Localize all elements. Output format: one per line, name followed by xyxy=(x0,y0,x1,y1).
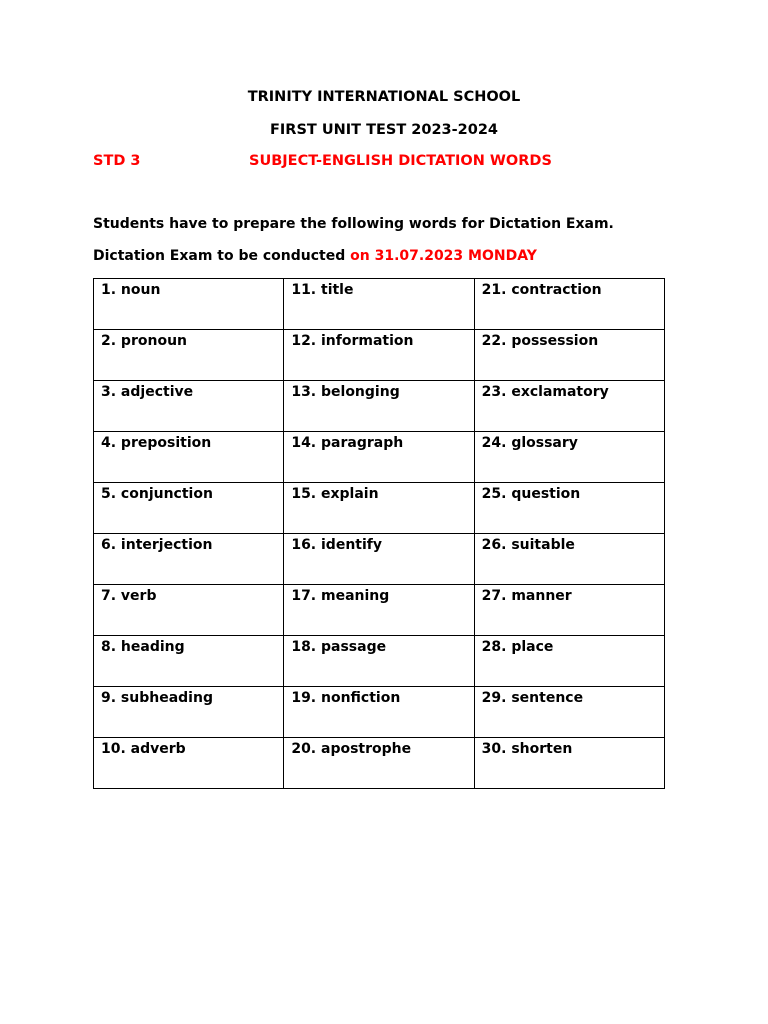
word-cell: 29. sentence xyxy=(474,687,664,738)
word-cell: 11. title xyxy=(284,279,474,330)
word-cell: 4. preposition xyxy=(94,432,284,483)
table-row xyxy=(94,432,665,483)
word-cell: 25. question xyxy=(474,483,664,534)
word-cell: 8. heading xyxy=(94,636,284,687)
word-cell: 18. passage xyxy=(284,636,474,687)
table-row xyxy=(94,330,665,381)
table-row xyxy=(94,279,665,330)
school-name: TRINITY INTERNATIONAL SCHOOL xyxy=(247,89,521,105)
word-cell: 17. meaning xyxy=(284,585,474,636)
exam-date: on 31.07.2023 MONDAY xyxy=(350,248,537,264)
test-title: FIRST UNIT TEST 2023-2024 xyxy=(270,122,498,138)
word-cell: 1. noun xyxy=(94,279,284,330)
word-cell: 3. adjective xyxy=(94,381,284,432)
table-row xyxy=(94,738,665,789)
subject-label: SUBJECT-ENGLISH DICTATION WORDS xyxy=(249,153,552,169)
word-cell: 28. place xyxy=(474,636,664,687)
table-row xyxy=(94,483,665,534)
word-cell: 16. identify xyxy=(284,534,474,585)
word-cell: 21. contraction xyxy=(474,279,664,330)
table-row xyxy=(94,534,665,585)
word-cell: 5. conjunction xyxy=(94,483,284,534)
word-cell: 26. suitable xyxy=(474,534,664,585)
table-row xyxy=(94,585,665,636)
word-cell: 23. exclamatory xyxy=(474,381,664,432)
word-cell: 9. subheading xyxy=(94,687,284,738)
word-cell: 2. pronoun xyxy=(94,330,284,381)
word-cell: 27. manner xyxy=(474,585,664,636)
word-cell: 10. adverb xyxy=(94,738,284,789)
instruction-prepare: Students have to prepare the following words for Dictation Exam. xyxy=(93,216,614,232)
std-label: STD 3 xyxy=(93,153,141,169)
word-cell: 22. possession xyxy=(474,330,664,381)
dictation-word-table xyxy=(93,278,665,789)
table-row xyxy=(94,636,665,687)
table-row xyxy=(94,381,665,432)
word-cell: 24. glossary xyxy=(474,432,664,483)
word-cell: 6. interjection xyxy=(94,534,284,585)
word-cell: 14. paragraph xyxy=(284,432,474,483)
word-cell: 15. explain xyxy=(284,483,474,534)
word-cell: 30. shorten xyxy=(474,738,664,789)
word-cell: 13. belonging xyxy=(284,381,474,432)
word-cell: 19. nonfiction xyxy=(284,687,474,738)
instruction-exam-date xyxy=(93,248,537,264)
word-cell: 12. information xyxy=(284,330,474,381)
exam-date-prefix: Dictation Exam to be conducted xyxy=(93,248,351,264)
word-cell: 20. apostrophe xyxy=(284,738,474,789)
table-row xyxy=(94,687,665,738)
word-cell: 7. verb xyxy=(94,585,284,636)
